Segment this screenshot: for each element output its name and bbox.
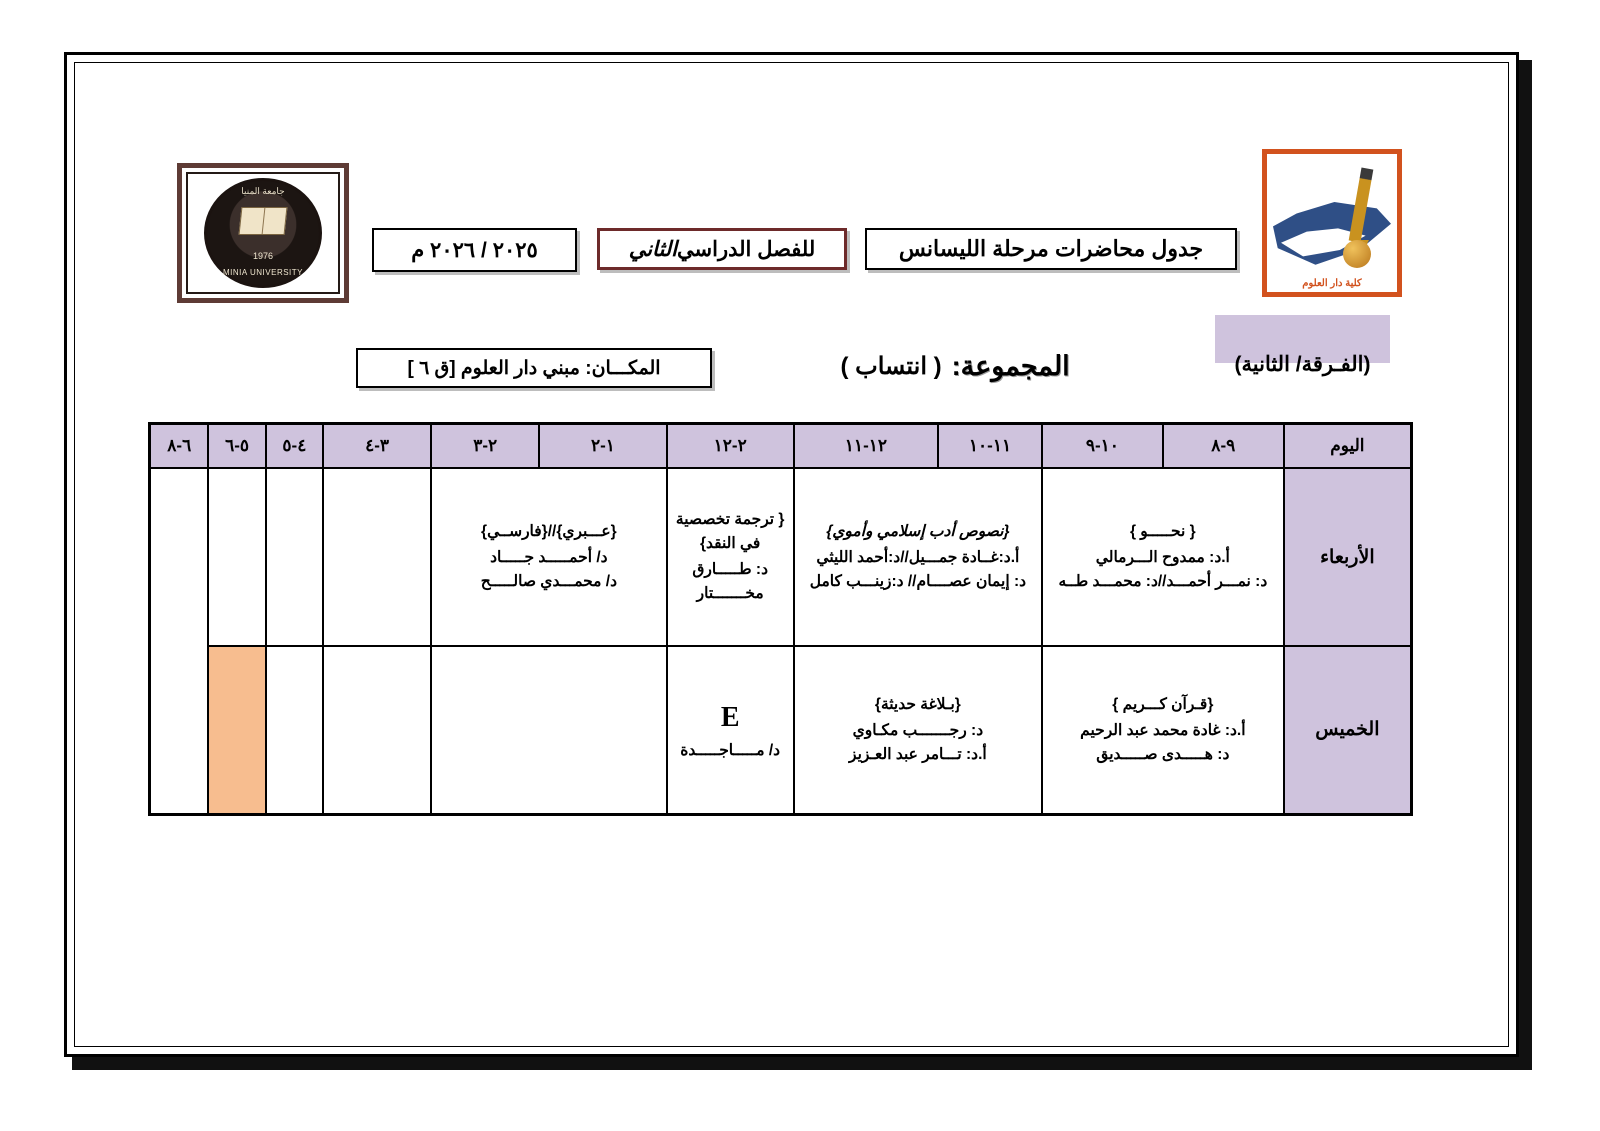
session-staff-1: د: طـــــارق مخـــــــتار: [692, 561, 768, 603]
group-label-text: المجموعة:: [951, 350, 1070, 381]
session-specialized-translation: [667, 468, 794, 646]
header-slot-6-8: ٦-٨: [150, 424, 209, 469]
university-seal-icon: [204, 178, 322, 288]
session-course-title: { ترجمة تخصصية في النقد}: [675, 510, 785, 552]
session-course-title: {قـرآن كـــريم }: [1112, 695, 1214, 713]
empty-slot-split: [323, 646, 431, 814]
session-course-title: {عـــبري}//{فارســي}: [481, 522, 617, 540]
header-slot-3-4: ٣-٤: [323, 424, 431, 469]
sun-circle-icon: [1343, 240, 1371, 268]
header-slot-12-11: ١٢-١١: [794, 424, 938, 469]
empty-slot: [266, 468, 323, 646]
header-slot-1-2: ١-٢: [539, 424, 666, 469]
session-course-title: { نحـــــو }: [1129, 522, 1196, 540]
term-title-prefix: للفصل الدراسي: [677, 237, 816, 261]
session-staff-1: د/ مـــــاجـــــدة: [680, 742, 781, 760]
academic-year: ٢٠٢٥ / ٢٠٢٦ م: [372, 228, 577, 272]
header-slot-2-12: ٢-١٢: [667, 424, 794, 469]
empty-slot: [266, 646, 323, 814]
session-hebrew-persian: [431, 468, 666, 646]
term-title: [597, 228, 847, 270]
session-staff-2: أ.د: تـــامر عبد العـزيز: [849, 745, 987, 763]
header-slot-11-10: ١١-١٠: [938, 424, 1042, 469]
session-course-letter: E: [720, 702, 740, 734]
session-staff-1: أ.د: ممدوح الـــرمالي: [1095, 548, 1230, 566]
session-staff-2: د/ محمـــدي صالـــــح: [480, 573, 617, 590]
faculty-logo: [1262, 149, 1402, 297]
seal-arabic-text: جامعة المنيا: [241, 186, 285, 196]
header-slot-5-6: ٥-٦: [208, 424, 265, 469]
page-title: جدول محاضرات مرحلة الليسانس: [865, 228, 1237, 270]
header-slot-2-3: ٢-٣: [431, 424, 539, 469]
term-title-word: الثاني: [628, 237, 678, 261]
seal-english-text: MINIA UNIVERSITY: [222, 268, 303, 277]
session-staff-1: د/ أحمـــــد جـــــاد: [490, 548, 608, 566]
session-staff-2: د: نمـــر أحمـــد//د: محمـــد طــه: [1058, 573, 1268, 590]
session-modern-rhetoric: [794, 646, 1042, 814]
empty-slot: [323, 468, 431, 646]
empty-slot: [208, 468, 265, 646]
session-english-e: [667, 646, 794, 814]
logo-inner-border: [186, 172, 340, 294]
highlighted-slot: [208, 646, 265, 814]
lecture-timetable: [148, 422, 1413, 816]
timetable-header-row: [150, 424, 1412, 469]
header-slot-4-5: ٤-٥: [266, 424, 323, 469]
day-wednesday: الأربعاء: [1284, 468, 1412, 646]
open-book-icon: [239, 207, 288, 235]
session-staff-1: د: رجـــــــب مكـاوي: [852, 721, 984, 739]
table-row: [150, 468, 1412, 646]
minia-university-logo: [177, 163, 349, 303]
session-staff-2: د: إيمان عصــــام// د:زينـــب كامل: [809, 573, 1027, 590]
table-row: [150, 646, 1412, 814]
session-staff-1: أ.د:غــادة جمـــيل//د:أحمد الليثي: [816, 548, 1020, 566]
place-label: المكـــان: مبني دار العلوم [ق ٦ ]: [356, 348, 712, 388]
session-course-title: {بـلاغة حديثة}: [874, 695, 961, 713]
header-slot-10-9: ١٠-٩: [1042, 424, 1163, 469]
day-thursday: الخميس: [1284, 646, 1412, 814]
session-staff-1: أ.د: غادة محمد عبد الرحيم: [1080, 721, 1246, 739]
session-quran-kareem: [1042, 646, 1284, 814]
group-info: [790, 345, 1120, 387]
session-staff-2: د: هـــــدى صـــــديق: [1096, 745, 1230, 763]
group-value-text: ( انتساب ): [840, 352, 942, 380]
session-course-title: {نصوص أدب إسلامي وأموي}: [826, 522, 1010, 540]
faculty-logo-caption: كلية دار العلوم: [1302, 278, 1362, 289]
session-nahw: [1042, 468, 1284, 646]
header-slot-9-8: ٩-٨: [1163, 424, 1284, 469]
session-islamic-umayyad-texts: [794, 468, 1042, 646]
header-day: اليوم: [1284, 424, 1412, 469]
seal-year: 1976: [252, 251, 274, 261]
level-label: (الفـرقة/ الثانية): [1234, 353, 1371, 376]
empty-slot: [431, 646, 666, 814]
